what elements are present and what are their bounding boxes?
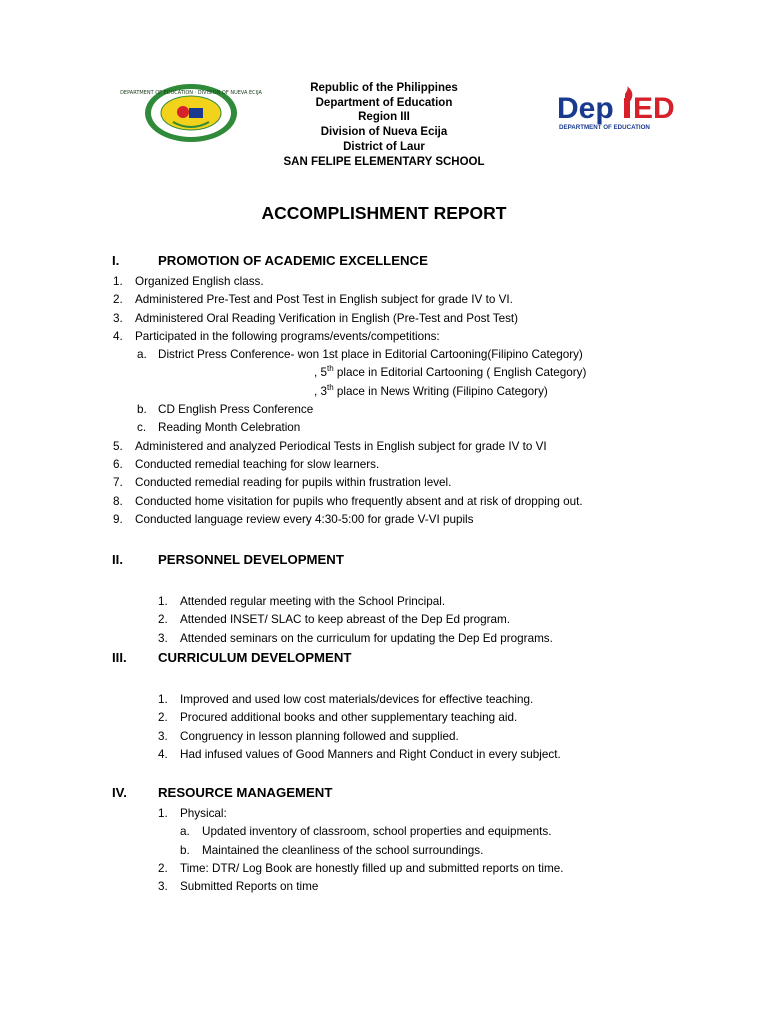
list-item: 2. Time: DTR/ Log Book are honestly filled up and submitted reports on time.	[158, 861, 564, 875]
list-item: 3. Submitted Reports on time	[158, 880, 319, 894]
list-item: b. Maintained the cleanliness of the school surroundings.	[180, 843, 484, 857]
section-number: I.	[112, 253, 120, 268]
list-item: 9. Conducted language review every 4:30-5:00 for grade V-VI pupils	[113, 512, 474, 526]
seal-text: DEPARTMENT OF EDUCATION · DIVISION OF NUEVA ECIJA	[120, 90, 262, 96]
list-item: a. Updated inventory of classroom, school properties and equipments.	[180, 825, 552, 839]
section-title: CURRICULUM DEVELOPMENT	[158, 650, 352, 665]
section-title: PROMOTION OF ACADEMIC EXCELLENCE	[158, 253, 428, 268]
list-item: 4. Had infused values of Good Manners and Right Conduct in every subject.	[158, 747, 561, 761]
list-item: 3. Attended seminars on the curriculum for updating the Dep Ed programs.	[158, 631, 553, 645]
division-seal-logo	[120, 82, 262, 144]
list-item: 2. Procured additional books and other supplementary teaching aid.	[158, 711, 518, 725]
letterhead-line: Republic of the Philippines	[310, 82, 458, 94]
list-item: , 5th place in Editorial Cartooning ( English Category)	[314, 364, 587, 380]
section-heading	[112, 552, 344, 567]
list-item: a. District Press Conference- won 1st place in Editorial Cartooning(Filipino Category)	[137, 348, 583, 362]
section-number: II.	[112, 552, 123, 567]
list-item: 2. Administered Pre-Test and Post Test in English subject for grade IV to VI.	[113, 293, 513, 307]
section-heading	[112, 253, 428, 268]
letterhead-line: Region III	[358, 111, 410, 124]
section-list	[158, 593, 553, 648]
section-heading	[112, 650, 351, 665]
deped-logo	[555, 88, 697, 134]
list-item: c. Reading Month Celebration	[137, 421, 301, 435]
deped-logo-tagline: DEPARTMENT OF EDUCATION	[559, 124, 650, 131]
list-item: 5. Administered and analyzed Periodical Tests in English subject for grade IV to VI	[113, 439, 547, 453]
list-item: , 3th place in News Writing (Filipino Category)	[314, 382, 548, 398]
list-item: 6. Conducted remedial teaching for slow learners.	[113, 457, 380, 471]
letterhead	[230, 81, 538, 169]
section-list	[113, 273, 586, 529]
section-list	[158, 691, 561, 764]
list-item: 7. Conducted remedial reading for pupils within frustration level.	[113, 476, 452, 490]
list-item: 4. Participated in the following programs/events/competitions:	[113, 329, 440, 343]
deped-logo-ed: ED	[633, 92, 675, 125]
list-item: b. CD English Press Conference	[137, 403, 314, 417]
section-number: III.	[112, 650, 127, 665]
letterhead-line: District of Laur	[343, 140, 425, 153]
section-title: RESOURCE MANAGEMENT	[158, 785, 333, 800]
list-item: 1. Attended regular meeting with the School Principal.	[158, 595, 446, 608]
list-item: 1. Improved and used low cost materials/devices for effective teaching.	[158, 693, 534, 706]
list-item: 2. Attended INSET/ SLAC to keep abreast of the Dep Ed program.	[158, 613, 511, 627]
report-title: ACCOMPLISHMENT REPORT	[261, 203, 507, 223]
list-item: 1. Physical:	[158, 807, 227, 820]
letterhead-line: Department of Education	[315, 96, 453, 109]
section-title: PERSONNEL DEVELOPMENT	[158, 552, 344, 567]
letterhead-line: Division of Nueva Ecija	[320, 126, 448, 139]
section-list	[158, 805, 564, 896]
list-item: 3. Administered Oral Reading Verification in English (Pre-Test and Post Test)	[113, 311, 519, 325]
letterhead-line: SAN FELIPE ELEMENTARY SCHOOL	[283, 155, 485, 168]
list-item: 3. Congruency in lesson planning followed and supplied.	[158, 729, 459, 743]
list-item: 1. Organized English class.	[113, 275, 264, 288]
deped-logo-dep: Dep	[557, 92, 614, 125]
section-number: IV.	[112, 785, 127, 800]
section-heading	[112, 785, 332, 800]
list-item: 8. Conducted home visitation for pupils who frequently absent and at risk of dropping out.	[113, 494, 583, 508]
